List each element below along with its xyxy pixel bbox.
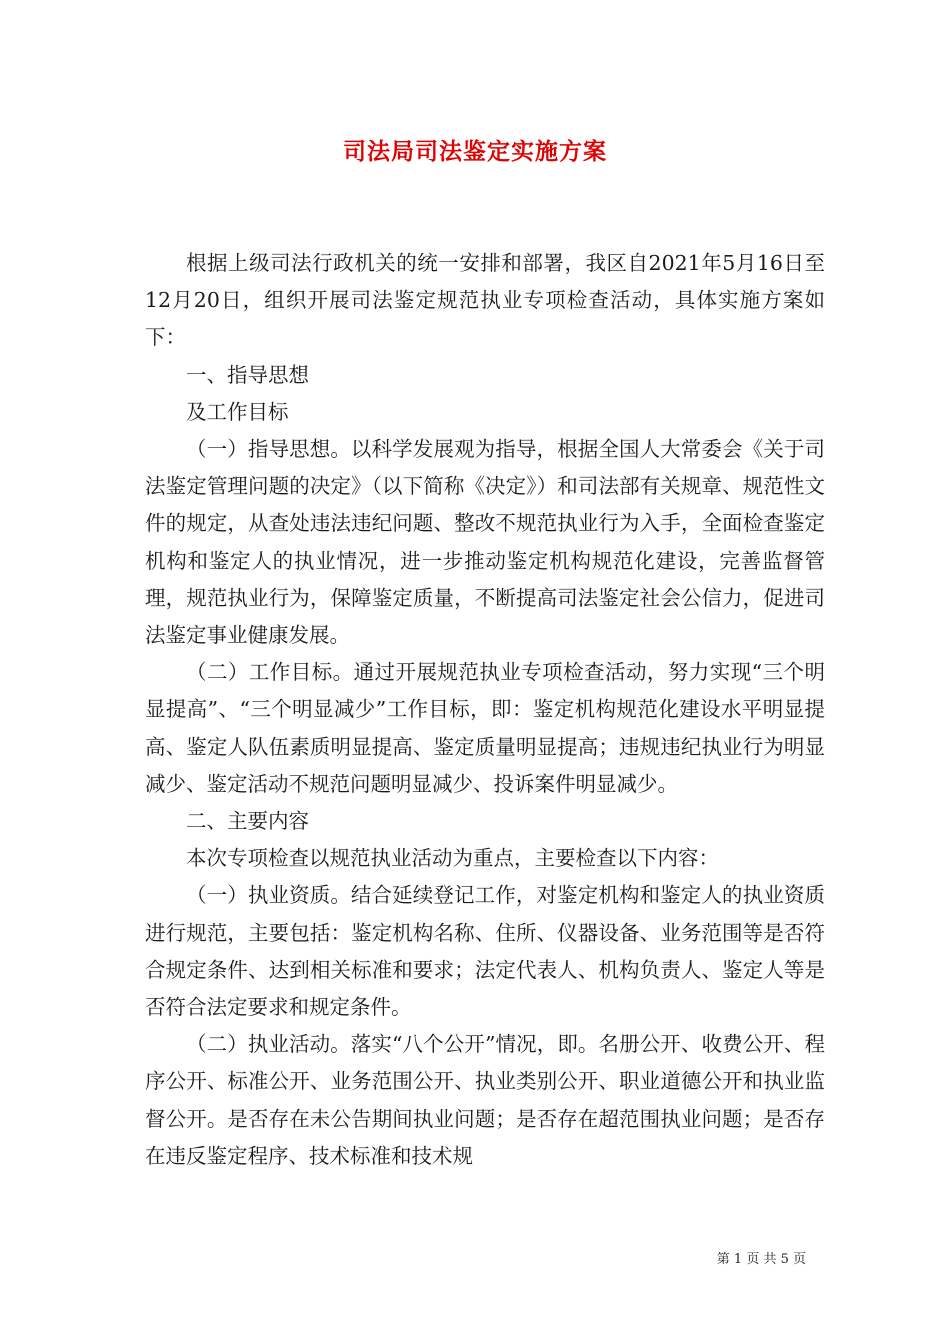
paragraph-main-content-intro: 本次专项检查以规范执业活动为重点，主要检查以下内容： (186, 846, 719, 871)
section-heading-1: 一、指导思想 (186, 362, 309, 387)
document-title: 司法局司法鉴定实施方案 (343, 138, 607, 165)
paragraph-work-goal: （二）工作目标。通过开展规范执业专项检查活动，努力实现“三个明显提高”、“三个明显减少”工作目标，即：鉴定机构规范化建设水平明显提高、鉴定人队伍素质明显提高、鉴定质量明显提高；违规违纪执业行为明显减少、鉴定活动不规范问题明显减少、投诉案件明显减少。 (145, 660, 825, 796)
intro-paragraph: 根据上级司法行政机关的统一安排和部署，我区自2021年5月16日至12月20日，组织开展司法鉴定规范执业专项检查活动，具体实施方案如下： (145, 251, 825, 350)
section-heading-2: 二、主要内容 (186, 809, 309, 834)
paragraph-practice-activity: （二）执业活动。落实“八个公开”情况，即。名册公开、收费公开、程序公开、标准公开、业务范围公开、执业类别公开、职业道德公开和执业监督公开。是否存在未公告期间执业问题；是否存在超范围执业问题；是否存在违反鉴定程序、技术标准和技术规 (145, 1032, 825, 1168)
page-number-footer: 第 1 页 共 5 页 (716, 1252, 806, 1267)
paragraph-guiding-thought: （一）指导思想。以科学发展观为指导，根据全国人大常委会《关于司法鉴定管理问题的决定》（以下简称《决定》）和司法部有关规章、规范性文件的规定，从查处违法违纪问题、整改不规范执业行为入手，全面检查鉴定机构和鉴定人的执业情况，进一步推动鉴定机构规范化建设，完善监督管理，规范执业行为，保障鉴定质量，不断提高司法鉴定社会公信力，促进司法鉴定事业健康发展。 (145, 437, 825, 648)
document-body (145, 245, 825, 1175)
paragraph-practice-qualification: （一）执业资质。结合延续登记工作，对鉴定机构和鉴定人的执业资质进行规范，主要包括：鉴定机构名称、住所、仪器设备、业务范围等是否符合规定条件、达到相关标准和要求；法定代表人、机构负责人、鉴定人等是否符合法定要求和规定条件。 (145, 883, 825, 1020)
section-heading-1-cont: 及工作目标 (186, 399, 289, 424)
